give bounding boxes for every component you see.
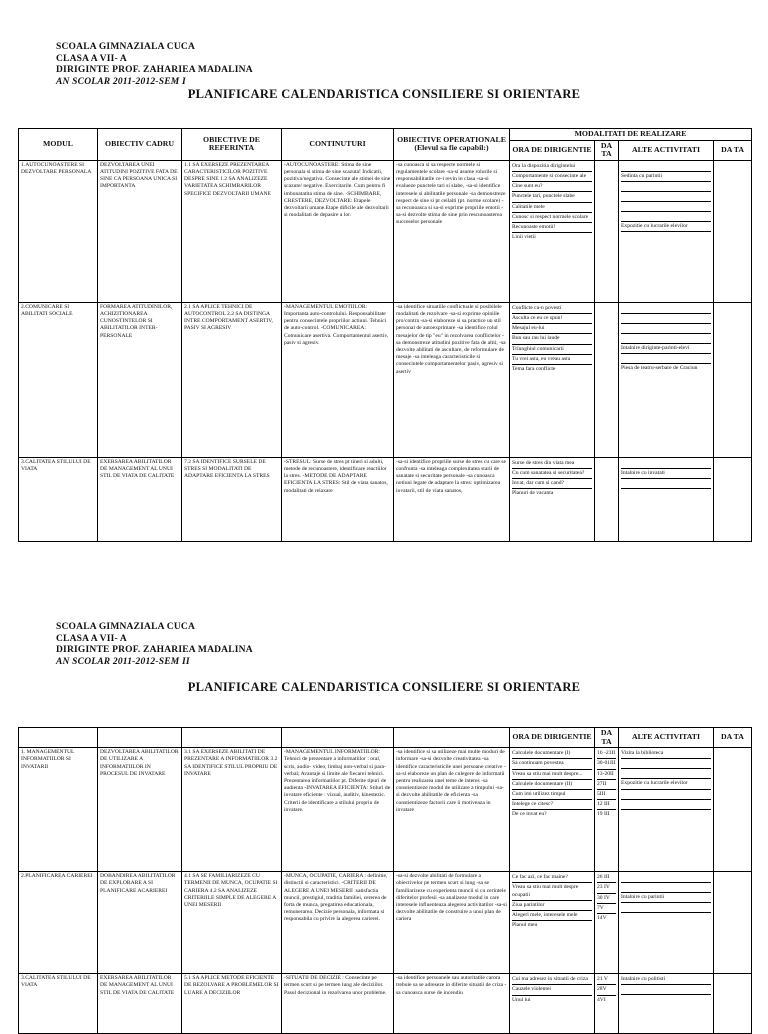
col-ora: ORA DE DIRIGENTIE bbox=[510, 728, 595, 748]
data-cell bbox=[595, 302, 619, 457]
col-data: DA TA bbox=[595, 140, 619, 160]
alte-item bbox=[621, 202, 711, 212]
operationale-cell: -sa identifice situatiile conflictuale si posibilele modalitati de rezolvare -sa-si exprime opiniile pro/contra -sa-si elaboreze si sa practice un stil personal de autoexprimare -sa identifice rolul mesajelor de tip "eu" in rezolvarea conflictelor -sa demonstreze atitudini pozitive fata de altii, -sa dezvolte abilitati de ascultare, de reformulare de mesaje -sa inteleaga caracteristicile si consecintele comportamentelor pasiv, agresiv si asertiv bbox=[394, 302, 510, 457]
alte-cell bbox=[619, 748, 714, 872]
ora-item: Mesajul eu-lui bbox=[512, 324, 592, 334]
alte-item bbox=[621, 800, 711, 810]
data-item: 23 IV bbox=[597, 883, 616, 893]
col-modul: MODUL bbox=[19, 129, 98, 161]
col-data2: DA TA bbox=[714, 140, 752, 160]
col-blank bbox=[182, 728, 282, 748]
data-item: 13-20II bbox=[597, 770, 616, 780]
ora-item: Unul lui bbox=[512, 996, 531, 1003]
ora-item: Conflicte ca-n povesti bbox=[512, 304, 592, 314]
alte-item: Vizita la biblioteca bbox=[621, 749, 711, 759]
alte-item: Expozitie cu lucrarile elevilor bbox=[621, 222, 711, 232]
teacher-name: DIRIGINTE PROF. ZAHARIEA MADALINA bbox=[56, 65, 253, 75]
alte-item: Expozitie cu lucrarile elevilor bbox=[621, 779, 711, 789]
ora-item: Bun sau rau lui laude bbox=[512, 334, 592, 344]
col-blank bbox=[282, 728, 394, 748]
col-alte: ALTE ACTIVITATI bbox=[619, 140, 714, 160]
data-item: 30-01III bbox=[597, 759, 616, 769]
ora-item: Tu vrei asta, eu vreau asta bbox=[512, 355, 592, 365]
operationale-cell: -sa cunoasca si sa respecte normele si regulamentele scolare -sa-si asume rolurile si responsabilitatile ce-i revin in clasa -sa-si evalueze punctele tari si slabe, -sa-si identifice interesele si abilitatile personale -sa demonstreze respect de sine si pt ceilalti (pt. norme scolare) -sa recunoasca si sa-si exprime propriile emotii -sa-si dezvolte stima de sine prin rescunoasterea succeselor personale bbox=[394, 160, 510, 302]
continuturi-cell: -MANAGEMENTUL EMOTIILOR: Importanta auto-controlului. Responsabilitate pentru consecintele propriilor actiuni. Tehnici de auto-control. -COMUNICAREA: Comunicare asertiva. Comportamentul asertiv, pasiv si agresiv. bbox=[282, 302, 394, 457]
ora-item: Ce fac azi, ce fac maine? bbox=[512, 873, 592, 883]
alte-item: Piesa de teatru-serbare de Craciun bbox=[621, 364, 698, 371]
table-row bbox=[19, 748, 752, 872]
cadru-cell: EXERSAREA ABILITATILOR DE MANAGEMENT AL UNUI STIL DE VIATA DE CALITATE bbox=[98, 457, 182, 541]
alte-item bbox=[621, 873, 711, 883]
table-row bbox=[19, 457, 752, 541]
modul-cell: 3.CALITATEA STILULUI DE VIATA bbox=[19, 457, 98, 541]
ora-cell bbox=[510, 302, 595, 457]
ora-item: Sa continuam povestea bbox=[512, 759, 592, 769]
col-obiectiv-cadru: OBIECTIV CADRU bbox=[98, 129, 182, 161]
col-data: DA TA bbox=[595, 728, 619, 748]
referinta-cell: 4.1 SA SE FAMILIARIZEZE CU TERMENII DE MUNCA, OCUPATIE SI CARIERA 4.2 SA ANALIZEZE CRITERIILE SIMPLE DE ALEGERE A UNEI MESERII bbox=[182, 872, 282, 974]
alte-cell bbox=[619, 974, 714, 1034]
ora-item: Cu cum sanatatea si securitatea? bbox=[512, 469, 592, 479]
modul-cell: 1. MANAGEMENTUL INFORMATIILOR SI INVATARII bbox=[19, 748, 98, 872]
data-cell bbox=[595, 974, 619, 1034]
alte-item bbox=[621, 985, 711, 995]
data-item: 14V bbox=[597, 915, 607, 921]
table-row bbox=[19, 160, 752, 302]
ora-item: Triunghiul comunicarii bbox=[512, 345, 592, 355]
data2-cell bbox=[714, 872, 752, 974]
ora-item: Tema fara conflicte bbox=[512, 366, 556, 372]
data-item: 28V bbox=[597, 985, 616, 995]
alte-item bbox=[621, 489, 711, 498]
modul-cell: 2.COMUNICARE SI ABILITATI SOCIALE bbox=[19, 302, 98, 457]
data-item: 30 IV bbox=[597, 894, 616, 904]
ora-cell bbox=[510, 160, 595, 302]
ora-item: Vreau sa stiu mai mult despre... bbox=[512, 770, 592, 780]
school-name: SCOALA GIMNAZIALA CUCA bbox=[56, 42, 196, 52]
school-year: AN SCOLAR 2011-2012-SEM I bbox=[56, 76, 186, 87]
ora-item: Intelege ce citesc? bbox=[512, 800, 592, 810]
referinta-cell: 5.1 SA APLICE METODE EFICIENTE DE REZOLVARE A PROBLEMELOR SI LUARE A DECIZIILOR bbox=[182, 974, 282, 1034]
alte-item bbox=[621, 212, 711, 222]
alte-item bbox=[621, 759, 711, 769]
data-item: 12 III bbox=[597, 800, 616, 810]
data-item: 26 III bbox=[597, 873, 616, 883]
ora-item: Planuri de vacanta bbox=[512, 490, 554, 497]
ora-item: Cunosc si respect normele scolare bbox=[512, 213, 592, 223]
ora-item: Vreau sa stiu mai mult despre ocupatii bbox=[512, 883, 592, 900]
data-cell bbox=[595, 872, 619, 974]
alte-cell bbox=[619, 457, 714, 541]
ora-cell bbox=[510, 872, 595, 974]
alte-cell bbox=[619, 872, 714, 974]
referinta-cell: 3.1 SA EXERSEZE ABILITATI DE PREZENTARE A INFORMATIILOR 3.2 SA IDENTIFICE STILUL PROPRIU DE INVATARE bbox=[182, 748, 282, 872]
table-row bbox=[19, 302, 752, 457]
alte-item bbox=[621, 459, 711, 469]
continuturi-cell: -SITUATII DE DECIZIE : Consecinte pe termen scurt si pe termen lung ale deciziilor. Pasul decizional in rezolvarea unor probleme. bbox=[282, 974, 394, 1034]
operationale-cell: -sa identifice si sa utilizeze mai multe moduri de informare -sa-si dezvolte creativitatea -sa identifice caracteristicile unei persoane creative -sa-si elaboreze un plan de culegere de informatii pentru realizarea unei teme de interes -sa constientizeze modul de utilizare a timpului -sa-si dezvolte abilitatile de eficienta -sa constientizeze factorii care ii motiveaza in invatare bbox=[394, 748, 510, 872]
ora-item: Calculele documentare (II) bbox=[512, 780, 592, 790]
data2-cell bbox=[714, 302, 752, 457]
operationale-cell: -sa-si dezvolte abilitati de formulare a obiectivelor pe termen scurt si lung -sa se familiarizeze cu experienta muncii si cu cerintele diferitelor profesii -sa analizeze modul in care interesele influenteaza alegerea activitatilor -sa-si dezvolte abilitatile de construire a unui plan de cariera bbox=[394, 872, 510, 974]
data2-cell bbox=[714, 160, 752, 302]
operationale-cell: -sa identifice persoanele sau autoritatile carora trebuie sa se adreseze in diferite situatii de criza -sa cunoasca surse de incendiu bbox=[394, 974, 510, 1034]
col-alte: ALTE ACTIVITATI bbox=[619, 728, 714, 748]
alte-item bbox=[621, 314, 711, 324]
alte-item bbox=[621, 883, 711, 893]
col-obiective-operationale-sub: (Elevul sa fie capabil:) bbox=[414, 143, 489, 153]
class-name: CLASA A VII- A bbox=[56, 633, 127, 644]
ora-item: Cine sunt eu? bbox=[512, 182, 592, 192]
modul-cell: 1.AUTOCUNOASTERE SI DEZVOLTARE PERSONALA bbox=[19, 160, 98, 302]
modul-cell: 2.PLANIFICAREA CARIEREI bbox=[19, 872, 98, 974]
data-cell bbox=[595, 457, 619, 541]
col-ora: ORA DE DIRIGENTIE bbox=[510, 140, 595, 160]
col-obiective-operationale bbox=[394, 129, 510, 161]
alte-item bbox=[621, 162, 711, 172]
ora-item: De ce invat eu? bbox=[512, 811, 547, 818]
alte-item bbox=[621, 790, 711, 800]
table-row bbox=[19, 872, 752, 974]
class-name: CLASA A VII- A bbox=[56, 53, 127, 64]
alte-item: Intalnire cu parintii bbox=[621, 893, 711, 903]
alte-item: Intalnire diriginte-parinti-elevi bbox=[621, 344, 711, 354]
cadru-cell: DOBANDIREA ABILITATILOR DE EXPLORARE A SI PLANIFICARE ACARIEREI bbox=[98, 872, 182, 974]
ora-item: Ziua parintilor bbox=[512, 901, 592, 911]
data-item: 5III bbox=[597, 790, 616, 800]
sem1-header bbox=[56, 42, 253, 88]
col-obiective-operationale-label: OBIECTIVE OPERATIONALE bbox=[397, 134, 506, 144]
alte-item bbox=[621, 354, 711, 364]
alte-item bbox=[621, 913, 711, 922]
alte-item bbox=[621, 232, 711, 241]
data-cell bbox=[595, 748, 619, 872]
sem2-title: PLANIFICARE CALENDARISTICA CONSILIERE SI ORIENTARE bbox=[187, 680, 581, 694]
data-item: 7V bbox=[597, 904, 616, 914]
cadru-cell: DEZVOLTAREA UNEI ATITUDINI POZITIVE FATA DE SINE CA PERSOANA UNICA SI IMPORTANTA bbox=[98, 160, 182, 302]
table-row bbox=[19, 974, 752, 1034]
col-blank bbox=[19, 728, 98, 748]
cadru-cell: EXERSAREA ABILITATILOR DE MANAGEMENT AL UNUI STIL DE VIATA DE CALITATE bbox=[98, 974, 182, 1034]
ora-item: Cui ma adresez in situatii de criza bbox=[512, 975, 592, 985]
alte-item bbox=[621, 479, 711, 489]
ora-cell bbox=[510, 457, 595, 541]
continuturi-cell: -MANAGEMENTUL INFORMATIILOR: Tehnici de prezentare a informatiilor : oral, scris, audio- video, limbaj non-verbal si para-verbal; Avantaje si limite ale fiecarei tehnici. Prezentarea informatiilor pt. Diferite tipuri de audienta -INVATAREA EFICIENTA: Stiluri de invatare eficiente : vizual, auditiv, kinestezic. Criterii de identificare a stilului propriu de invatare. bbox=[282, 748, 394, 872]
referinta-cell: 2.1 SA APLICE TEHNICI DE AUTOCONTROL 2.2 SA DISTINGA INTRE COMPORTAMENT ASERTIV, PASIV SI AGRESIV bbox=[182, 302, 282, 457]
data-item: 21 V bbox=[597, 975, 616, 985]
alte-cell bbox=[619, 160, 714, 302]
sem1-title: PLANIFICARE CALENDARISTICA CONSILIERE SI ORIENTARE bbox=[187, 87, 581, 101]
continuturi-cell: -STRESUL: Surse de stres pt tineri si adulti, metode de recunoastere, identificare reactiilor la stres. -METODE DE ADAPTARE EFICIENTA LA STRES: Stil de viata sanatos, modalitati de relaxare bbox=[282, 457, 394, 541]
ora-item: Cum imi utilizez timpul bbox=[512, 790, 592, 800]
school-year: AN SCOLAR 2011-2012-SEM II bbox=[56, 656, 190, 667]
alte-item bbox=[621, 324, 711, 334]
data-cell bbox=[595, 160, 619, 302]
alte-item bbox=[621, 903, 711, 913]
cadru-cell: FORMAREA ATITUDINILOR, ACHIZITIONAREA CUNOSTINTELOR SI ABILITATILOR INTER-PERSONALE bbox=[98, 302, 182, 457]
data2-cell bbox=[714, 974, 752, 1034]
alte-item: Intalnire cu invatati bbox=[621, 469, 711, 479]
data2-cell bbox=[714, 457, 752, 541]
sem2-header-row bbox=[19, 728, 752, 748]
alte-item bbox=[621, 769, 711, 779]
col-blank bbox=[98, 728, 182, 748]
teacher-name: DIRIGINTE PROF. ZAHARIEA MADALINA bbox=[56, 645, 253, 655]
ora-item: Surse de stres din viata mea bbox=[512, 459, 592, 469]
referinta-cell: 1.1 SA EXERSEZE PREZENTAREA CARACTERISTICILOR POZITIVE DESPRE SINE 1.2 SA ANALIZEZE VARIETATEA SCHIMBARILOR SPECIFICE DEZVOLTARII UMANE bbox=[182, 160, 282, 302]
sem1-header-row bbox=[19, 129, 752, 141]
modul-cell: 3.CALITATEA STILULUI DE VIATA bbox=[19, 974, 98, 1034]
alte-item: Intalnire cu politisti bbox=[621, 975, 711, 985]
col-data2: DA TA bbox=[714, 728, 752, 748]
alte-item bbox=[621, 304, 711, 314]
data-item: 27II bbox=[597, 780, 616, 790]
ora-item: Ora la dispozitia dirigintelui bbox=[512, 162, 592, 172]
continuturi-cell: -AUTOCUNOASTERE: Stima de sine personala si stima de sine scazuta! Indicatii, pozitiva/negativa. Consecinte ale stimei de sine scazute/ negative. Exercitarile. Cum pentru fi imbunatatita stima de sine. -SCHIMBARE, CRESTERE, DEZVOLTARE: Etapele dezvoltarii umane.Etape dificile ale dezvoltarii si modalitati de depasire a lor. bbox=[282, 160, 394, 302]
operationale-cell: -sa-si identifice propriile surse de stres cu care se confrunta -sa inteleaga complexitatea starii de sanatate si securitate personale -sa cunoasca notiuni legate de adaptare la stres: optimizarea invatarii, stil de viata sanatos, bbox=[394, 457, 510, 541]
col-blank bbox=[394, 728, 510, 748]
ora-item: Alegeri mele, interesele mele bbox=[512, 911, 592, 921]
col-obiective-referinta: OBIECTIVE DE REFERINTA bbox=[182, 129, 282, 161]
ora-item: Planul meu bbox=[512, 922, 538, 929]
ora-item: Cauzele violentei bbox=[512, 985, 592, 995]
ora-item: Linii vietii bbox=[512, 234, 536, 241]
data2-cell bbox=[714, 748, 752, 872]
cadru-cell: DEZVOLTAREA ABILITATILOR DE UTILIZARE A INFORMATIILOR IN PROCESUL DE INVATARE bbox=[98, 748, 182, 872]
referinta-cell: 7.2 SA IDENTIFICE SURSELE DE STRES SI MODALITATI DE ADAPTARE EFICIENTA LA STRES bbox=[182, 457, 282, 541]
ora-item: Calitatile mele bbox=[512, 203, 592, 213]
alte-item bbox=[621, 192, 711, 202]
ora-item: Recunoaste emotii! bbox=[512, 223, 592, 233]
continuturi-cell: -MUNCA, OCUPATIE, CARIERA : definitie, distinctii si caracteristici. -CRITERII DE ALEGERE A UNEI MESERII :satisfactia muncii, prestigiul, traditia familiei, cererea de forta de munca, pregatirea educationala, remunerarea. Decizie personala, informata si responsabila cu privire la alegerea carierei. bbox=[282, 872, 394, 974]
ora-cell bbox=[510, 748, 595, 872]
ora-cell bbox=[510, 974, 595, 1034]
data-item: 4VI bbox=[597, 996, 606, 1003]
alte-item: Sedinta cu parintii bbox=[621, 172, 711, 182]
alte-item bbox=[621, 334, 711, 344]
col-modalitati: MODALITATI DE REALIZARE bbox=[510, 129, 752, 141]
ora-item: Comportamente si consecinte ale bbox=[512, 172, 592, 182]
alte-cell bbox=[619, 302, 714, 457]
sem1-table bbox=[18, 128, 752, 542]
ora-item: Invat, dar cum si cand? bbox=[512, 479, 592, 489]
school-name: SCOALA GIMNAZIALA CUCA bbox=[56, 622, 196, 632]
ora-item: Asculta ce eu ce spun! bbox=[512, 314, 592, 324]
col-continuturi: CONTINUTURI bbox=[282, 129, 394, 161]
ora-item: Punctele tari, punctele slabe bbox=[512, 192, 592, 202]
alte-item bbox=[621, 995, 711, 1004]
sem2-table bbox=[18, 727, 752, 1034]
data-item: 19 III bbox=[597, 811, 610, 818]
data-item: 16 -23II bbox=[597, 749, 616, 759]
alte-item bbox=[621, 810, 711, 819]
alte-item bbox=[621, 182, 711, 192]
ora-item: Calculele documentare (I) bbox=[512, 749, 592, 759]
sem2-header bbox=[56, 622, 253, 668]
